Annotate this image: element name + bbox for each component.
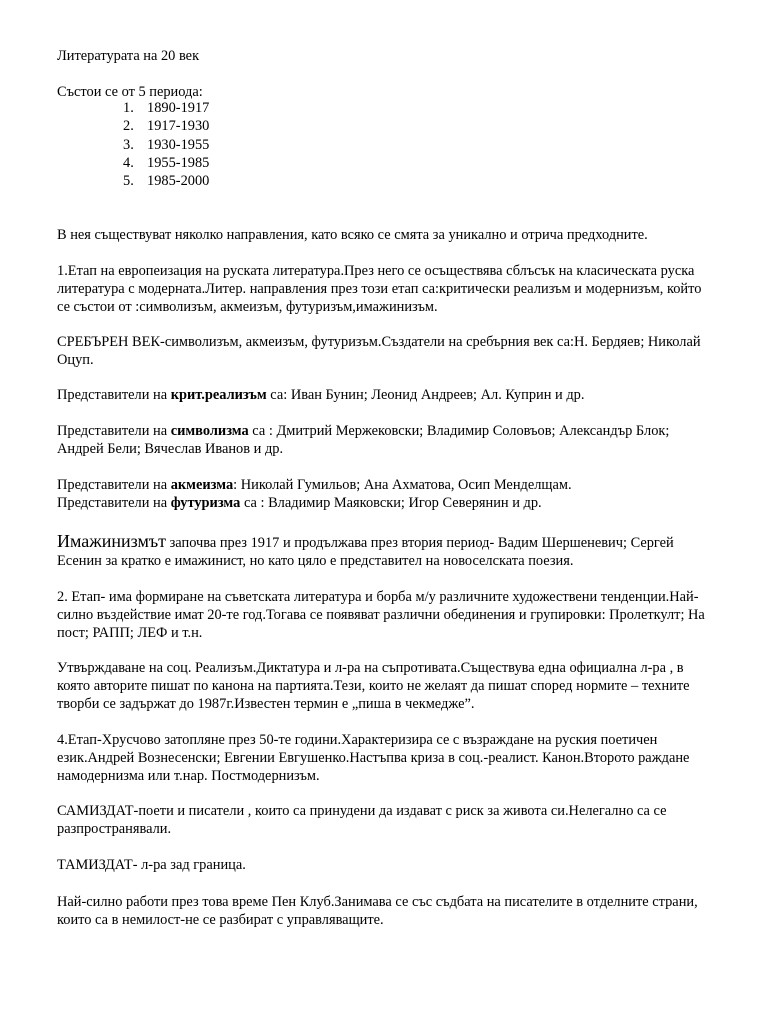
period-range: 1985-2000 xyxy=(147,173,210,190)
term-large: Имажинизмът xyxy=(57,531,167,551)
text: Представители на xyxy=(57,423,171,439)
text: са : Владимир Маяковски; Игор Северянин и др. xyxy=(240,495,542,511)
term-bold: крит.реализъм xyxy=(170,387,267,403)
period-range: 1890-1917 xyxy=(147,100,210,116)
text: Представители на xyxy=(57,387,171,403)
text: : Николай Гумильов; Ана Ахматова, Осип Менделщам. xyxy=(233,477,572,493)
period-range: 1917-1930 xyxy=(147,118,210,135)
paragraph-pen-club: Най-силно работи през това време Пен Клуб.Занимава се със съдбата на писателите в отделните страни, които са в немилост-не се разбират с управляващите. xyxy=(57,894,698,928)
periods-intro: Състои се от 5 периода: xyxy=(57,84,203,100)
paragraph-stage-1: 1.Етап на европеизация на руската литература.През него се осъществява сблъсък на класическата руска литература с модерната.Литер. направления през този етап са:критически реализъм и модернизъм, който се състои от :символизъм, акмеизъм, футуризъм,имажинизъм. xyxy=(57,263,702,315)
paragraph-tamizdat: ТАМИЗДАТ- л-ра зад граница. xyxy=(57,857,246,873)
term-bold: акмеизма xyxy=(170,477,234,493)
paragraph-critical-realism xyxy=(57,386,717,404)
text: са: Иван Бунин; Леонид Андреев; Ал. Куприн и др. xyxy=(266,387,585,403)
text: Представители на xyxy=(57,477,171,493)
paragraph-silver-age: СРЕБЪРЕН ВЕК-символизъм, акмеизъм, футуризъм.Създатели на сребърния век са:Н. Бердяев; Николай Оцуп. xyxy=(57,334,701,368)
list-item xyxy=(57,136,209,154)
paragraph-imaginism xyxy=(57,532,717,570)
list-number: 5. xyxy=(123,173,134,190)
paragraph-futurism xyxy=(57,494,717,512)
list-item xyxy=(57,154,209,172)
list-item xyxy=(57,99,209,117)
list-number: 2. xyxy=(123,118,134,135)
period-range: 1955-1985 xyxy=(147,154,210,171)
paragraph-stage-4: 4.Етап-Хрусчово затопляне през 50-те години.Характеризира се с възраждане на руския поетичен език.Андрей Вознесенски; Евгении Евгушенко.Настъпва криза в соц.-реалист. Канон.Второто раждане намодернизма или т.нар. Постмодернизъм. xyxy=(57,732,690,784)
list-item xyxy=(57,172,209,190)
text: са : Дмитрий Мержековски; Владимир Соловъов; Александър Блок; Андрей Бели; Вячеслав Иванов и др. xyxy=(57,423,670,457)
paragraph-directions: В нея съществуват няколко направления, като всяко се смята за уникално и отрича предходните. xyxy=(57,227,648,243)
paragraph-samizdat: САМИЗДАТ-поети и писатели , които са принудени да издават с риск за живота си.Нелегално са се разпространявали. xyxy=(57,803,667,837)
document-title: Литературата на 20 век xyxy=(57,48,200,64)
list-number: 3. xyxy=(123,136,134,153)
text: Представители на xyxy=(57,495,171,511)
term-bold: футуризма xyxy=(170,495,241,511)
paragraph-stage-2: 2. Етап- има формиране на съветската литература и борба м/у различните художествени тенденции.Най-силно въздействие имат 20-те год.Тогава се появяват различни обединения и групировки: Пролеткулт; На пост; РАПП; ЛЕФ и т.н. xyxy=(57,589,705,641)
list-item xyxy=(57,117,209,135)
periods-list xyxy=(57,99,209,190)
paragraph-symbolism xyxy=(57,422,717,458)
list-number: 4. xyxy=(123,154,134,171)
paragraph-socialist-realism: Утвърждаване на соц. Реализъм.Диктатура и л-ра на съпротивата.Съществува една официална л-ра , в която авторите пишат по канона на партията.Тези, които не желаят да пишат според нормите – техните творби се задържат до 1987г.Известен термин е „пиша в чекмедже”. xyxy=(57,660,690,712)
paragraph-acmeism xyxy=(57,476,717,494)
period-range: 1930-1955 xyxy=(147,136,210,153)
list-number: 1. xyxy=(123,100,134,116)
text: започва през 1917 и продължава през втория период- Вадим Шершеневич; Сергей Есенин за кратко е имажинист, но като цяло е представител на новоселската поезия. xyxy=(57,535,674,569)
term-bold: символизма xyxy=(170,423,249,439)
